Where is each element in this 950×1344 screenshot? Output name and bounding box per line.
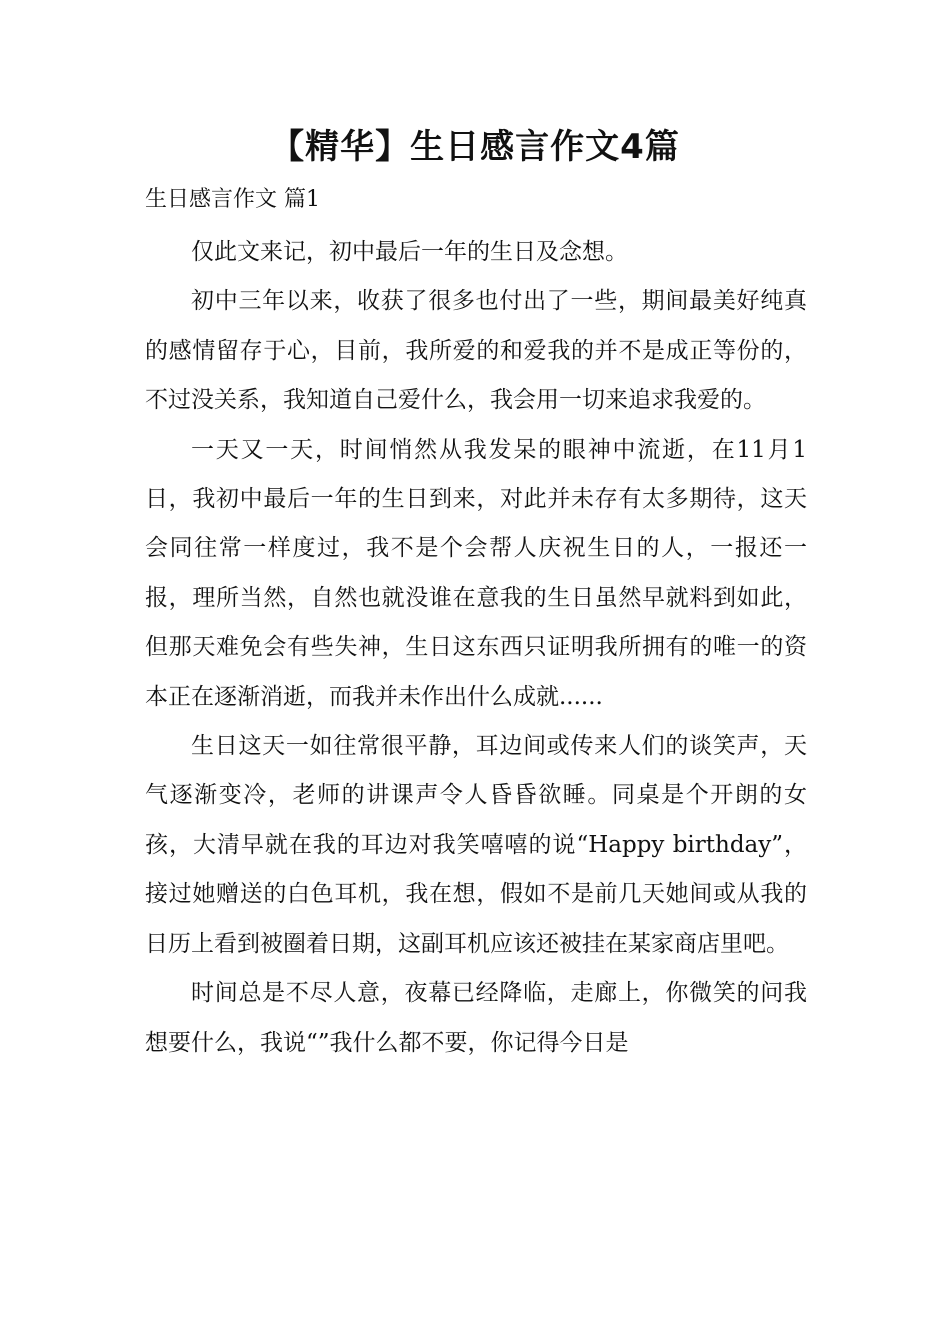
paragraph: 一天又一天，时间悄然从我发呆的眼神中流逝，在11月1日，我初中最后一年的生日到来，对此并未存有太多期待，这天会同往常一样度过，我不是个会帮人庆祝生日的人，一报还一报，理所当然，自然也就没谁在意我的生日虽然早就料到如此，但那天难免会有些失神，生日这东西只证明我所拥有的唯一的资本正在逐渐消逝，而我并未作出什么成就...... bbox=[145, 436, 807, 710]
document-body bbox=[145, 228, 807, 1068]
paragraph: 时间总是不尽人意，夜幕已经降临，走廊上，你微笑的问我想要什么，我说“”我什么都不要，你记得今日是 bbox=[145, 980, 807, 1056]
paragraph: 初中三年以来，收获了很多也付出了一些，期间最美好纯真的感情留存于心，目前，我所爱的和爱我的并不是成正等份的，不过没关系，我知道自己爱什么，我会用一切来追求我爱的。 bbox=[145, 288, 807, 414]
paragraph: 仅此文来记，初中最后一年的生日及念想。 bbox=[191, 239, 628, 265]
section-heading: 生日感言作文 篇1 bbox=[145, 187, 320, 212]
document-title: 【精华】生日感言作文4篇 bbox=[270, 127, 680, 167]
paragraph: 生日这天一如往常很平静，耳边间或传来人们的谈笑声，天气逐渐变冷，老师的讲课声令人昏昏欲睡。同桌是个开朗的女孩，大清早就在我的耳边对我笑嘻嘻的说“Happy birthday”，接过她赠送的白色耳机，我在想，假如不是前几天她间或从我的日历上看到被圈着日期，这副耳机应该还被挂在某家商店里吧。 bbox=[145, 733, 807, 957]
